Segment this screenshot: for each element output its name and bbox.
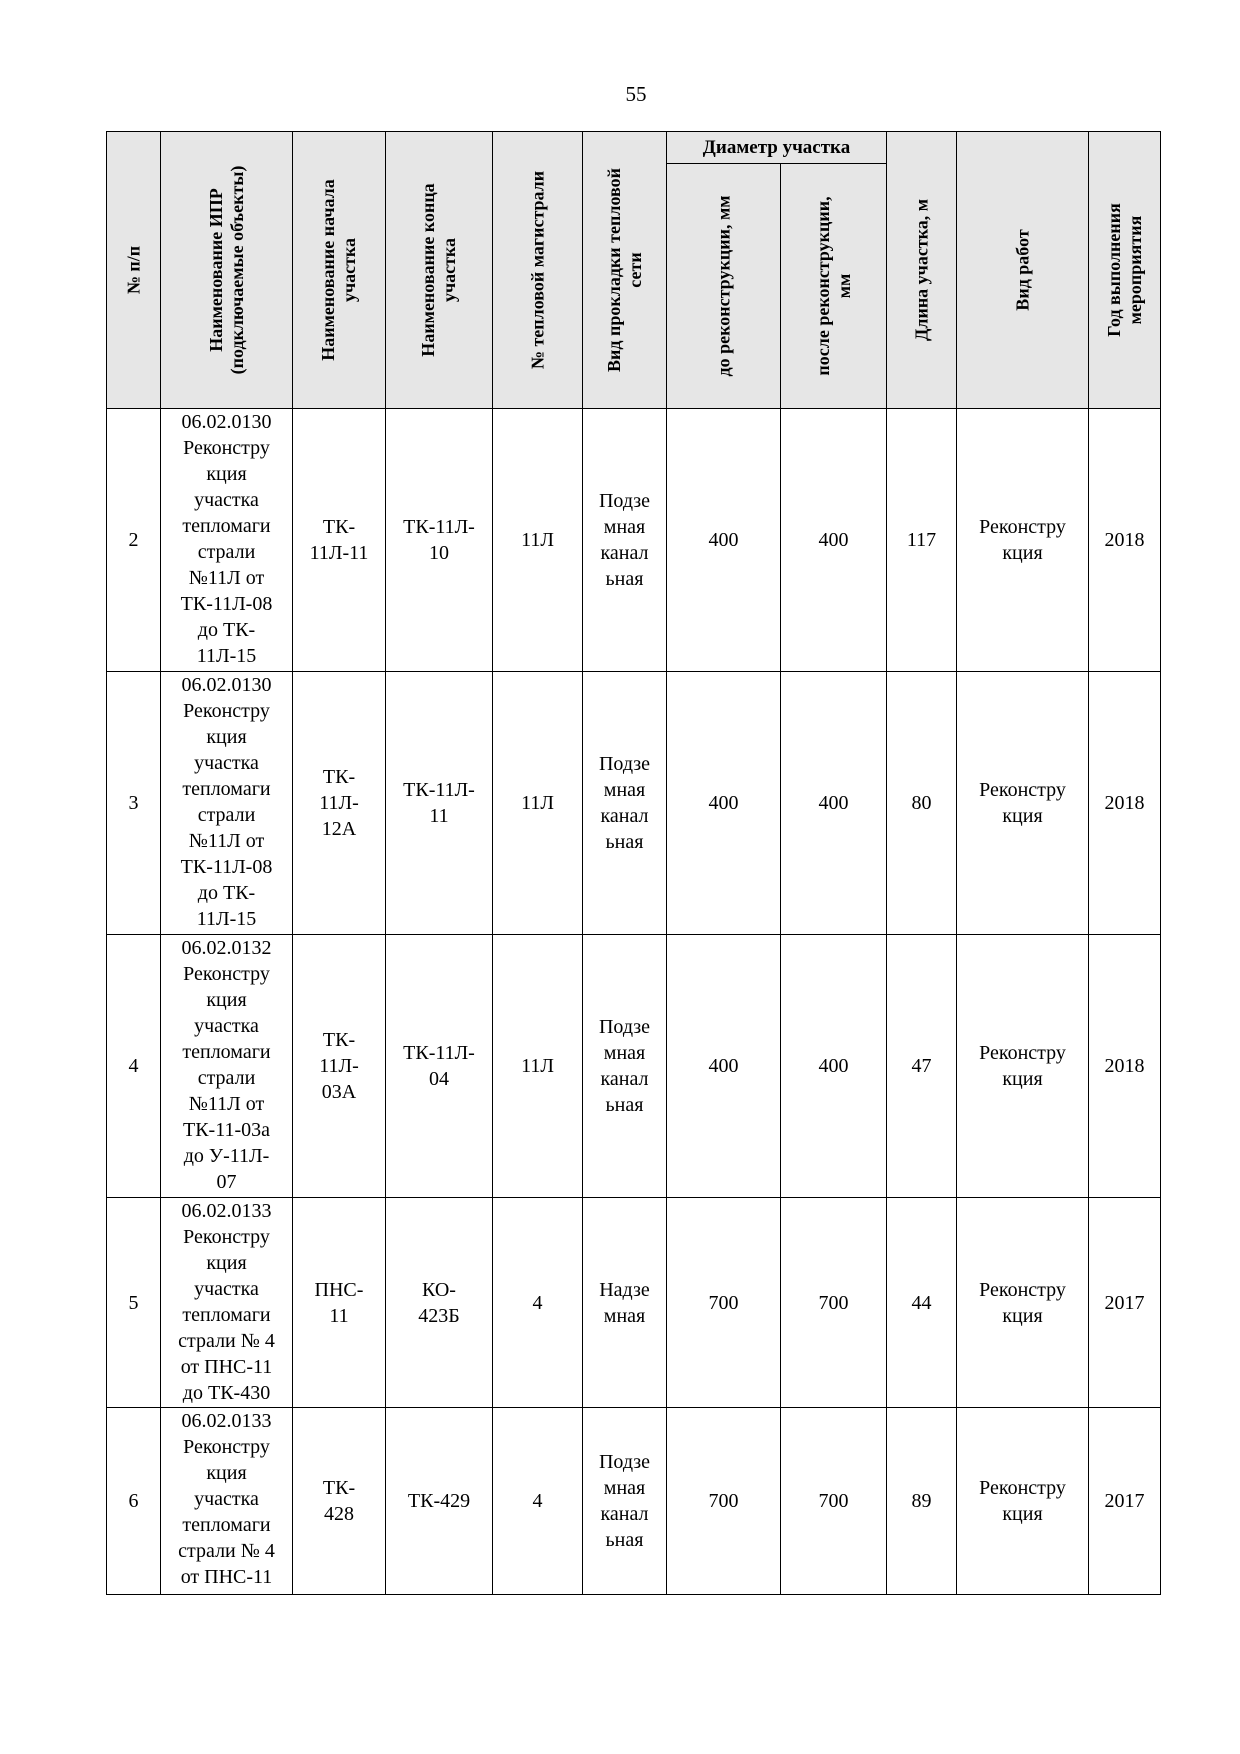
header-work-type [957, 132, 1089, 409]
cell-main: 4 [493, 1408, 583, 1595]
cell-after: 400 [781, 935, 887, 1198]
table-row [107, 935, 1161, 1198]
reconstruction-table [106, 131, 1161, 1595]
table-row [107, 1408, 1161, 1595]
header-start-line1: Наименование начала [318, 179, 338, 361]
header-year-line2: мероприятия [1124, 215, 1145, 325]
header-ipr-name [161, 132, 293, 409]
header-end [386, 132, 493, 409]
cell-ipr-name: 06.02.0133 Реконстру кция участка тепломаги страли № 4 от ПНС-11 до ТК-430 [161, 1198, 293, 1408]
cell-end: КО- 423Б [386, 1198, 493, 1408]
cell-before: 400 [667, 935, 781, 1198]
cell-start: ПНС- 11 [293, 1198, 386, 1408]
header-ipr-name-line1: Наименование ИПР [205, 188, 226, 352]
cell-before: 700 [667, 1408, 781, 1595]
cell-laying: Подзе мная канал ьная [583, 1408, 667, 1595]
cell-end: ТК-429 [386, 1408, 493, 1595]
cell-year: 2018 [1089, 409, 1161, 672]
cell-ipr-name: 06.02.0130 Реконстру кция участка тепломаги страли №11Л от ТК-11Л-08 до ТК- 11Л-15 [161, 409, 293, 672]
cell-num: 3 [107, 672, 161, 935]
table-body [107, 409, 1161, 1595]
header-main-text: № тепловой магистрали [527, 170, 547, 370]
cell-ipr-name: 06.02.0132 Реконстру кция участка тепломаги страли №11Л от ТК-11-03а до У-11Л- 07 [161, 935, 293, 1198]
cell-work: Реконстру кция [957, 672, 1089, 935]
table-row [107, 409, 1161, 672]
cell-laying: Подзе мная канал ьная [583, 935, 667, 1198]
header-before [667, 164, 781, 409]
cell-ipr-name: 06.02.0133 Реконстру кция участка тепломаги страли № 4 от ПНС-11 [161, 1408, 293, 1595]
header-laying-line2: сети [624, 252, 645, 288]
cell-laying: Подзе мная канал ьная [583, 409, 667, 672]
cell-year: 2017 [1089, 1408, 1161, 1595]
table-row [107, 1198, 1161, 1408]
cell-main: 11Л [493, 935, 583, 1198]
header-start [293, 132, 386, 409]
cell-after: 400 [781, 409, 887, 672]
cell-length: 117 [887, 409, 957, 672]
header-year [1089, 132, 1161, 409]
header-laying [583, 132, 667, 409]
cell-work: Реконстру кция [957, 1198, 1089, 1408]
header-year-line1: Год выполнения [1103, 203, 1124, 337]
header-after [781, 164, 887, 409]
cell-year: 2018 [1089, 935, 1161, 1198]
header-num [107, 132, 161, 409]
cell-after: 400 [781, 672, 887, 935]
header-end-line2: участка [439, 237, 459, 303]
header-length-text: Длина участка, м [911, 198, 932, 342]
cell-num: 4 [107, 935, 161, 1198]
cell-main: 4 [493, 1198, 583, 1408]
cell-ipr-name: 06.02.0130 Реконстру кция участка тепломаги страли №11Л от ТК-11Л-08 до ТК- 11Л-15 [161, 672, 293, 935]
table-row [107, 672, 1161, 935]
header-work-type-text: Вид работ [1012, 229, 1033, 311]
header-length [887, 132, 957, 409]
cell-before: 400 [667, 672, 781, 935]
cell-before: 700 [667, 1198, 781, 1408]
header-end-line1: Наименование конца [418, 183, 438, 357]
cell-num: 5 [107, 1198, 161, 1408]
header-start-line2: участка [339, 237, 359, 303]
cell-end: ТК-11Л- 11 [386, 672, 493, 935]
table-header [107, 132, 1161, 409]
cell-length: 47 [887, 935, 957, 1198]
header-after-line2: мм [833, 273, 854, 299]
cell-end: ТК-11Л- 04 [386, 935, 493, 1198]
cell-end: ТК-11Л- 10 [386, 409, 493, 672]
cell-length: 89 [887, 1408, 957, 1595]
cell-start: ТК- 11Л-11 [293, 409, 386, 672]
header-num-text: № п/п [123, 245, 143, 295]
cell-main: 11Л [493, 672, 583, 935]
page-number: 55 [625, 82, 647, 106]
cell-after: 700 [781, 1198, 887, 1408]
cell-main: 11Л [493, 409, 583, 672]
cell-start: ТК- 428 [293, 1408, 386, 1595]
cell-start: ТК- 11Л- 03А [293, 935, 386, 1198]
header-before-text: до реконструкции, мм [713, 195, 733, 377]
cell-start: ТК- 11Л- 12А [293, 672, 386, 935]
header-after-line1: после реконструкции, [812, 196, 833, 376]
cell-before: 400 [667, 409, 781, 672]
cell-work: Реконстру кция [957, 409, 1089, 672]
header-main [493, 132, 583, 409]
header-diameter-group: Диаметр участка [667, 132, 887, 164]
cell-num: 6 [107, 1408, 161, 1595]
cell-year: 2017 [1089, 1198, 1161, 1408]
cell-laying: Подзе мная канал ьная [583, 672, 667, 935]
cell-length: 44 [887, 1198, 957, 1408]
cell-after: 700 [781, 1408, 887, 1595]
cell-laying: Надзе мная [583, 1198, 667, 1408]
header-laying-line1: Вид прокладки тепловой [603, 167, 624, 373]
cell-num: 2 [107, 409, 161, 672]
cell-work: Реконстру кция [957, 1408, 1089, 1595]
cell-year: 2018 [1089, 672, 1161, 935]
header-ipr-name-line2: (подключаемые объекты) [226, 165, 247, 375]
cell-length: 80 [887, 672, 957, 935]
cell-work: Реконстру кция [957, 935, 1089, 1198]
